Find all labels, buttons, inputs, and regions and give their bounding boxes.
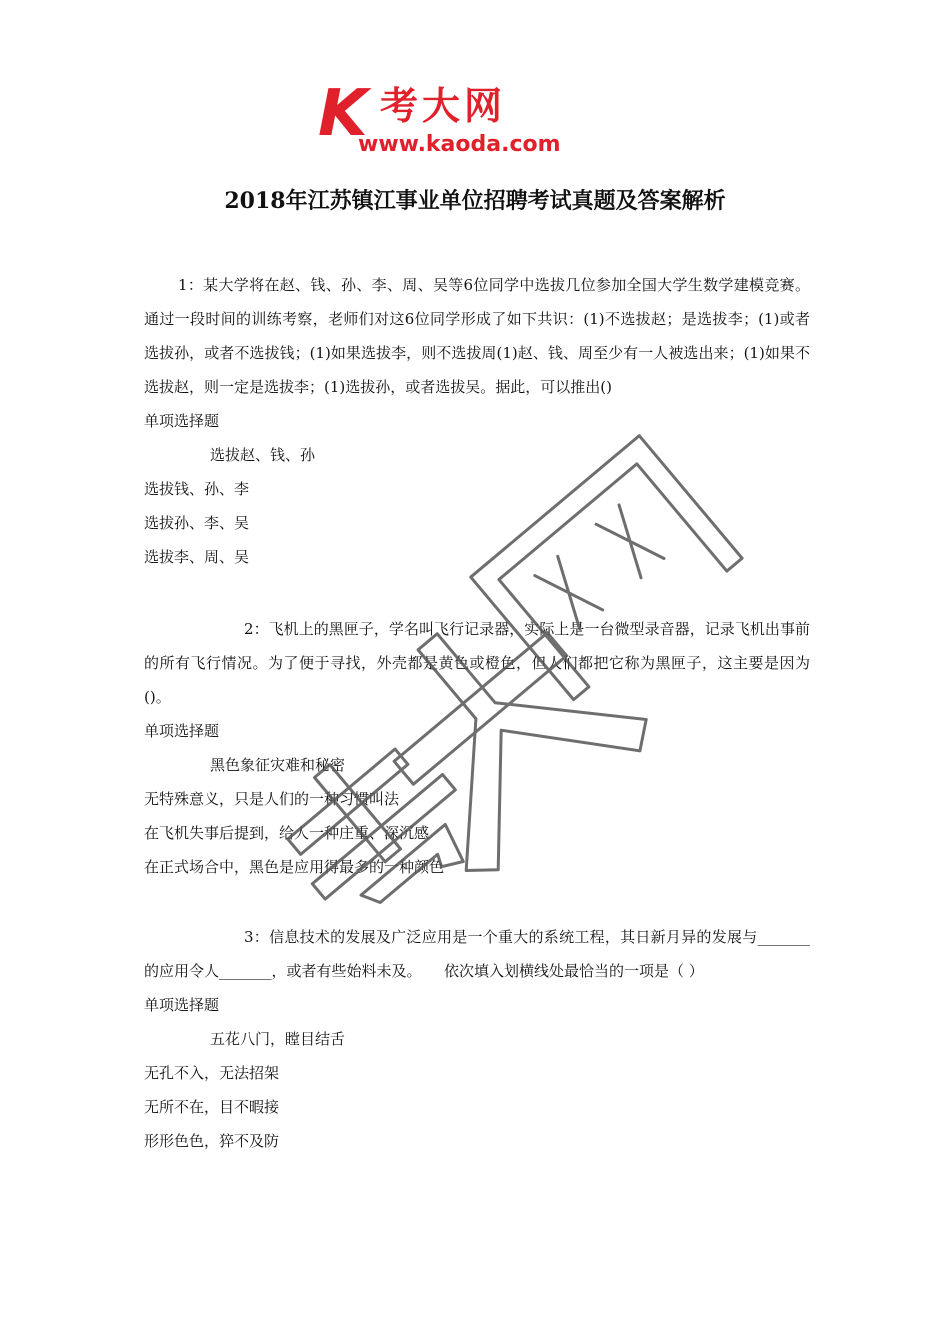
option-a: 黑色象征灾难和秘密 xyxy=(210,756,346,774)
question-type: 单项选择题 xyxy=(144,722,220,740)
question-2 xyxy=(144,612,810,884)
question-1 xyxy=(144,268,810,574)
option-a: 选拔赵、钱、孙 xyxy=(210,446,316,464)
question-stem: 2：飞机上的黑匣子，学名叫飞行记录器，实际上是一台微型录音器，记录飞机出事前的所有飞行情况。为了便于寻找，外壳都是黄色或橙色，但人们都把它称为黑匣子，这主要是因为()。 xyxy=(144,620,810,706)
option-b: 无孔不入，无法招架 xyxy=(144,1064,280,1082)
option-c: 无所不在，目不暇接 xyxy=(144,1098,280,1116)
option-d: 形形色色，猝不及防 xyxy=(144,1132,280,1150)
option-a: 五花八门，瞠目结舌 xyxy=(210,1030,346,1048)
option-b: 无特殊意义，只是人们的一种习惯叫法 xyxy=(144,790,400,808)
option-c: 在飞机失事后提到，给人一种庄重、深沉感 xyxy=(144,824,430,842)
logo-cn-text: 考大网 xyxy=(380,84,507,128)
question-3 xyxy=(144,920,810,1158)
logo-url-text: www.kaoda.com xyxy=(358,132,561,157)
page-title: 2018年江苏镇江事业单位招聘考试真题及答案解析 xyxy=(224,188,726,214)
question-stem: 1：某大学将在赵、钱、孙、李、周、吴等6位同学中选拔几位参加全国大学生数学建模竞赛。通过一段时间的训练考察，老师们对这6位同学形成了如下共识：(1)不选拔赵；是选拔李；(1)或者选拔孙，或者不选拔钱；(1)如果选拔李，则不选拔周(1)赵、钱、周至少有一人被选出来；(1)如果不选拔赵，则一定是选拔李；(1)选拔孙，或者选拔吴。据此，可以推出() xyxy=(144,276,810,396)
option-c: 选拔孙、李、吴 xyxy=(144,514,250,532)
question-stem: 3：信息技术的发展及广泛应用是一个重大的系统工程，其日新月异的发展与_______的应用令人_______，或者有些始料未及。 依次填入划横线处最恰当的一项是（ ） xyxy=(144,928,810,980)
option-b: 选拔钱、孙、李 xyxy=(144,480,250,498)
kaoda-logo xyxy=(318,77,638,160)
question-type: 单项选择题 xyxy=(144,996,220,1014)
option-d: 在正式场合中，黑色是应用得最多的一种颜色 xyxy=(144,858,445,876)
question-type: 单项选择题 xyxy=(144,412,220,430)
option-d: 选拔李、周、吴 xyxy=(144,548,250,566)
logo-k-mark: K xyxy=(318,77,368,151)
